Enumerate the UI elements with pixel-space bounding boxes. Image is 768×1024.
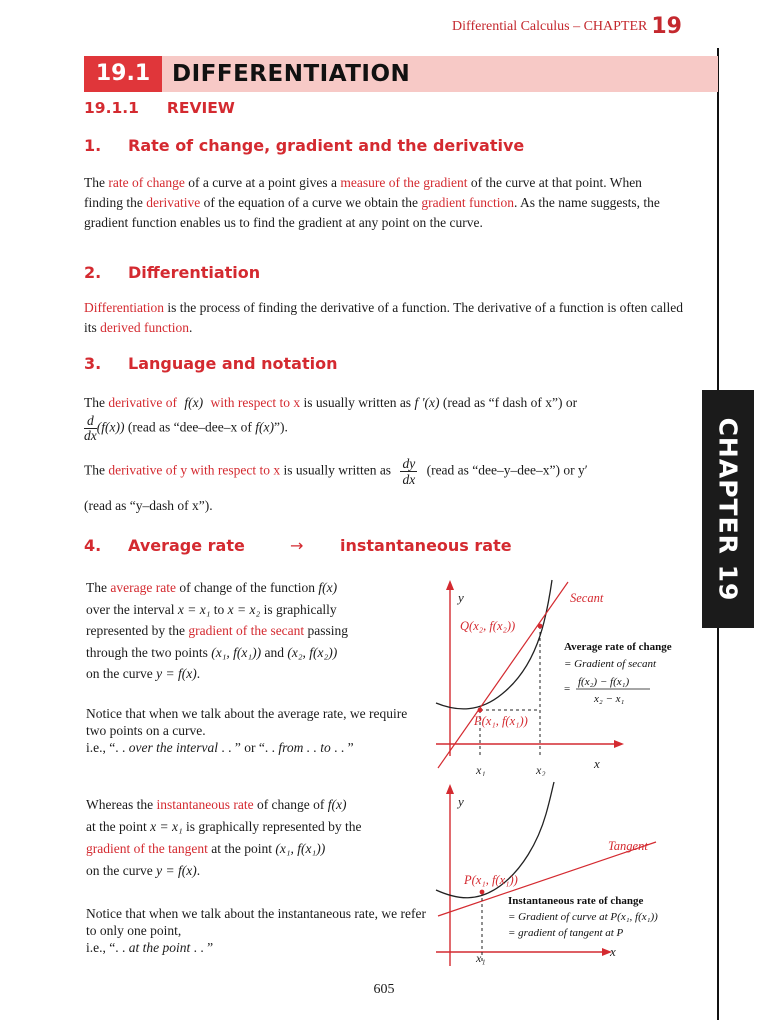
point-p	[480, 890, 485, 895]
notation-line-4: (read as “y–dash of x”).	[84, 498, 213, 513]
section-1-paragraph: The rate of change of a curve at a point gives a measure of the gradient of the curve at that point. When finding the derivative of the equation of a curve we obtain the gradient function. As the name suggests, the gradient function enables us to find the gradient at any point on the curve.	[84, 175, 660, 230]
chapter-header-number: 19	[651, 14, 682, 39]
subsection-number: 19.1.1	[84, 99, 139, 117]
x2-label: x₂	[536, 763, 546, 776]
x1-label: x₁	[476, 951, 486, 965]
chapter-header	[452, 14, 682, 39]
point-p-label: P(x₁, f(x₁))	[464, 873, 518, 887]
section-4-heading	[84, 536, 512, 555]
inst-box-line3: = gradient of tangent at P	[508, 927, 624, 939]
y-axis-arrow-icon	[446, 784, 454, 794]
section-number: 19.1	[95, 61, 151, 86]
point-p	[478, 708, 483, 713]
curve	[436, 580, 552, 709]
page-title: DIFFERENTIATION	[172, 61, 411, 87]
section-1-heading	[84, 136, 525, 155]
notation-line-2: $\frac{d}{dx}$ (f(x)) (read as “dee–dee–x of f(x)”).	[84, 413, 288, 443]
term-rate-of-change: rate of change	[108, 175, 185, 190]
section-2-title: Differentiation	[128, 263, 261, 282]
secant-label: Secant	[570, 591, 604, 605]
instantaneous-rate-notice: Notice that when we talk about the instantaneous rate, we refer to only one point, i.e., “. . at the point . . ”	[86, 906, 426, 955]
subsection-heading	[84, 99, 235, 117]
section-2-paragraph: Differentiation is the process of finding the derivative of a function. The derivative of a function is often called its derived function.	[84, 300, 683, 335]
y-axis-label: y	[458, 590, 464, 605]
instantaneous-rate-paragraph: Whereas the instantaneous rate of change of f(x) at the point x = x₁ is graphically represented by the gradient of the tangent at the point (x₁, f(x₁)) on the curve y = f(x).	[86, 797, 362, 878]
chapter-header-text: Differential Calculus – CHAPTER	[452, 19, 648, 34]
notation-line-1: The derivative of f(x) with respect to x is usually written as f ′(x) (read as “f dash of x”) or	[84, 395, 578, 410]
section-3-heading	[84, 354, 338, 373]
term-gradient-function: gradient function	[421, 195, 515, 210]
notation-line-3: The derivative of y with respect to x is usually written as $\frac{dy}{dx}$ (read as “dee–y–dee–x”) or y′	[84, 456, 588, 487]
section-4-title-a: Average rate	[128, 536, 245, 555]
avg-box-numerator: f(x₂) − f(x₁)	[578, 676, 630, 688]
avg-box-denominator: x₂ − x₁	[594, 693, 625, 705]
avg-box-title: Average rate of change	[564, 641, 672, 653]
secant-line	[438, 582, 571, 768]
section-4-title-b: instantaneous rate	[340, 536, 512, 555]
section-3-title: Language and notation	[128, 354, 338, 373]
x1-label: x₁	[476, 763, 486, 776]
section-1-title: Rate of change, gradient and the derivative	[128, 136, 525, 155]
section-2-heading	[84, 263, 261, 282]
point-q	[538, 624, 543, 629]
tangent-label: Tangent	[608, 839, 648, 853]
point-p-label: P(x₁, f(x₁))	[474, 714, 528, 728]
avg-box-line2: = Gradient of secant	[564, 658, 657, 670]
term-derived-function: derived function	[100, 320, 189, 335]
chapter-tab-label: CHAPTER 19	[713, 417, 743, 601]
subsection-title: REVIEW	[166, 99, 235, 117]
arrow-icon: →	[290, 536, 304, 555]
term-derivative: derivative	[146, 195, 201, 210]
tangent-graph	[430, 780, 698, 970]
term-measure-of-gradient: measure of the gradient	[340, 175, 468, 190]
avg-box-equals: =	[564, 683, 571, 695]
inst-box-line2: = Gradient of curve at P(x₁, f(x₁))	[508, 911, 658, 923]
section-4-number: 4.	[84, 536, 102, 555]
section-1-number: 1.	[84, 136, 102, 155]
average-rate-notice: Notice that when we talk about the average rate, we require two points on a curve. i.e., “. . over the interval . . ” or “. . from . . to . . ”	[86, 706, 408, 755]
x-axis-arrow-icon	[614, 740, 624, 748]
inst-box-title: Instantaneous rate of change	[508, 895, 644, 907]
term-differentiation: Differentiation	[84, 300, 164, 315]
y-axis-arrow-icon	[446, 580, 454, 590]
x-axis-label: x	[594, 756, 600, 771]
point-q-label: Q(x₂, f(x₂))	[460, 619, 516, 633]
y-axis-label: y	[458, 794, 464, 809]
section-3-number: 3.	[84, 354, 102, 373]
section-2-number: 2.	[84, 263, 102, 282]
secant-graph	[430, 576, 698, 776]
x-axis-label: x	[610, 944, 616, 959]
page-number: 605	[373, 982, 395, 997]
average-rate-paragraph: The average rate of change of the function f(x) over the interval x = x₁ to x = x₂ is graphically represented by the gradient of the secant passing through the two points (x₁, f(x₁)) and (x₂, f(x₂)) on the curve y = f(x).	[86, 580, 349, 681]
